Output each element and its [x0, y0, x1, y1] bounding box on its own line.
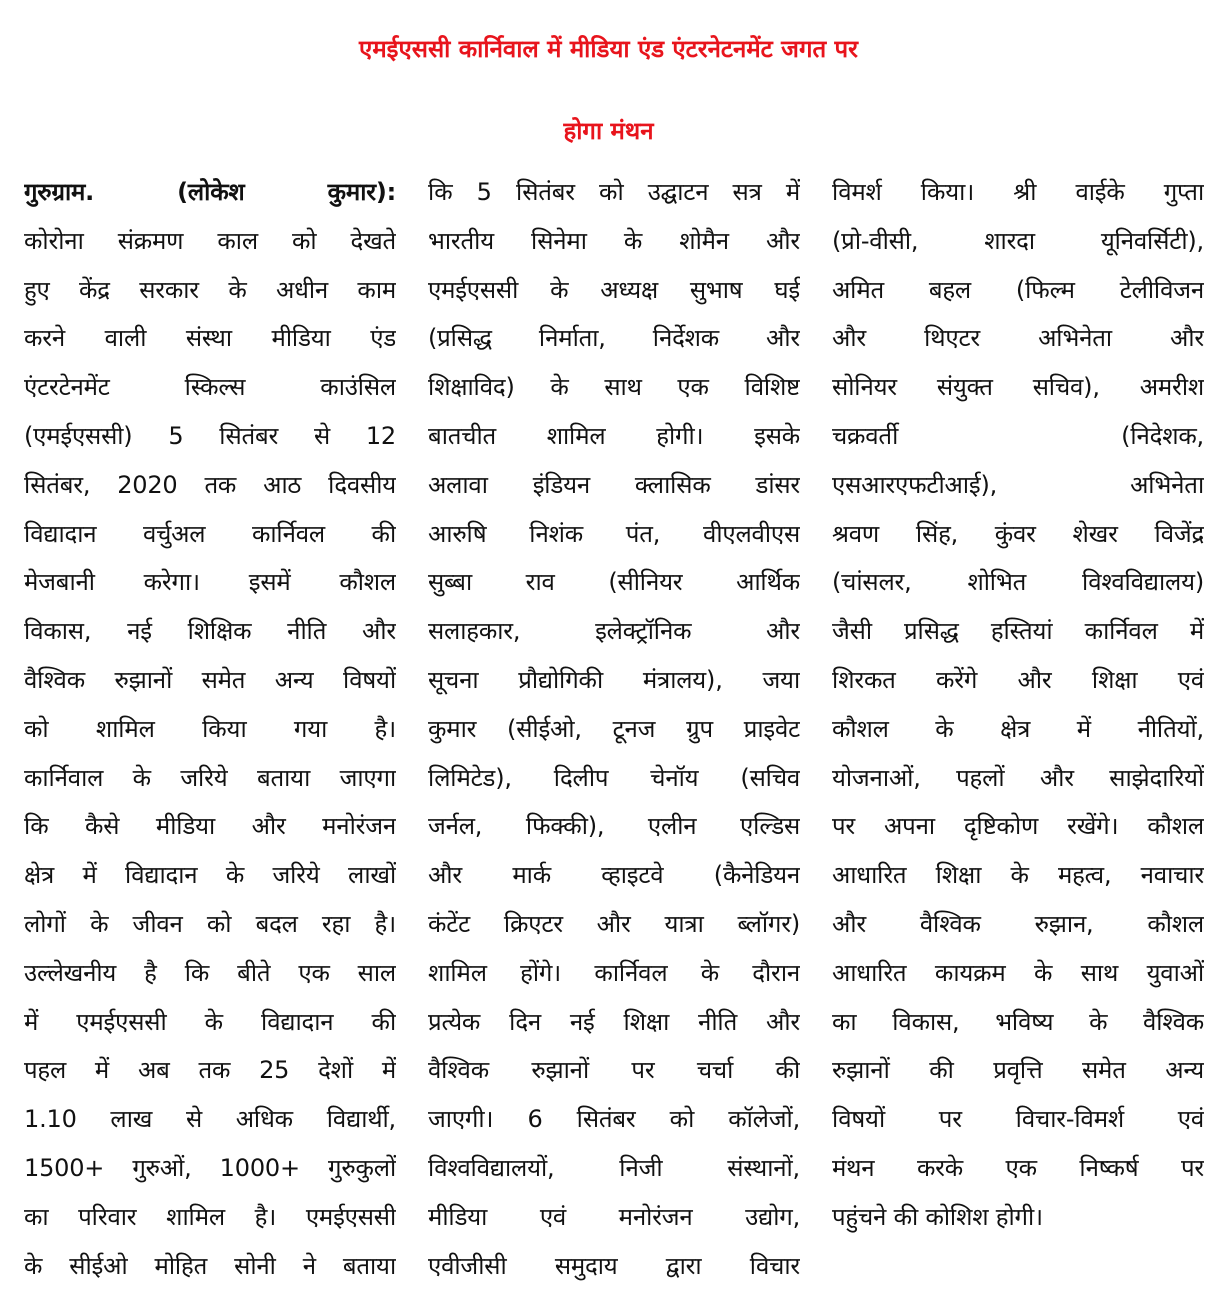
text-line: के सीईओ मोहित सोनी ने बताया [24, 1251, 396, 1280]
text-line: जैसी प्रसिद्ध हस्तियां कार्निवल में [832, 617, 1204, 646]
text-line: विमर्श किया। श्री वाईके गुप्ता [832, 178, 1204, 206]
text-line: हुए केंद्र सरकार के अधीन काम [24, 275, 396, 304]
text-line: सुब्बा राव (सीनियर आर्थिक [428, 568, 800, 597]
text-line: 1.10 लाख से अधिक विद्यार्थी, [24, 1105, 396, 1134]
text-line: कुमार (सीईओ, टूनज ग्रुप प्राइवेट [428, 714, 800, 743]
text-line: करने वाली संस्था मीडिया एंड [24, 324, 396, 353]
text-line: मंथन करके एक निष्कर्ष पर [832, 1153, 1204, 1182]
text-line: अमित बहल (फिल्म टेलीविजन [832, 275, 1204, 304]
text-line: मीडिया एवं मनोरंजन उद्योग, [428, 1202, 800, 1231]
text-line: विकास, नई शिक्षिक नीति और [24, 617, 396, 646]
text-line: एसआरएफटीआई), अभिनेता [832, 470, 1204, 499]
headline-line-1: एमईएससी कार्निवाल में मीडिया एंड एंटरनेटनमेंट जगत पर [359, 35, 858, 63]
article-body [0, 168, 1217, 1280]
text-line: और वैश्विक रुझान, कौशल [832, 909, 1204, 938]
headline [0, 8, 1217, 172]
text-line: शिरकत करेंगे और शिक्षा एवं [832, 665, 1204, 694]
text-line: रुझानों की प्रवृत्ति समेत अन्य [832, 1056, 1204, 1085]
text-line: लोगों के जीवन को बदल रहा है। [24, 909, 396, 938]
text-line: सूचना प्रौद्योगिकी मंत्रालय), जया [428, 665, 800, 694]
text-line: (चांसलर, शोभित विश्वविद्यालय) [832, 568, 1204, 597]
text-line: एवीजीसी समुदाय द्वारा विचार [428, 1251, 800, 1280]
text-line: क्षेत्र में विद्यादान के जरिये लाखों [24, 861, 396, 890]
text-line: (एमईएससी) 5 सितंबर से 12 [24, 421, 396, 450]
text-line: पहुंचने की कोशिश होगी। [832, 1202, 1043, 1231]
text-line: का परिवार शामिल है। एमईएससी [24, 1202, 396, 1231]
text-line: एमईएससी के अध्यक्ष सुभाष घई [428, 275, 800, 304]
text-line: सोनियर संयुक्त सचिव), अमरीश [832, 373, 1204, 402]
text-line: बातचीत शामिल होगी। इसके [428, 421, 800, 450]
text-line: कौशल के क्षेत्र में नीतियों, [832, 714, 1204, 743]
text-line: और मार्क व्हाइटवे (कैनेडियन [428, 861, 800, 890]
text-line: आधारित शिक्षा के महत्व, नवाचार [832, 861, 1204, 890]
headline-line-2: होगा मंथन [563, 117, 654, 145]
text-line: भारतीय सिनेमा के शोमैन और [428, 226, 800, 255]
text-line: योजनाओं, पहलों और साझेदारियों [832, 763, 1204, 792]
text-line: पर अपना दृष्टिकोण रखेंगे। कौशल [832, 812, 1204, 841]
text-line: आरुषि निशंक पंत, वीएलवीएस [428, 519, 800, 548]
text-line: में एमईएससी के विद्यादान की [24, 1007, 396, 1036]
text-line: एंटरटेनमेंट स्किल्स काउंसिल [24, 373, 396, 402]
text-line: सलाहकार, इलेक्ट्रॉनिक और [428, 617, 800, 646]
text-line: कंटेंट क्रिएटर और यात्रा ब्लॉगर) [428, 909, 800, 938]
text-line: (प्रसिद्ध निर्माता, निर्देशक और [428, 324, 800, 353]
text-line: और थिएटर अभिनेता और [832, 324, 1204, 353]
text-line: शामिल होंगे। कार्निवल के दौरान [428, 958, 800, 987]
text-line: जर्नल, फिक्की), एलीन एल्डिस [428, 812, 800, 841]
text-line: प्रत्येक दिन नई शिक्षा नीति और [428, 1007, 800, 1036]
article-column-2 [428, 168, 800, 1290]
text-line: उल्लेखनीय है कि बीते एक साल [24, 958, 396, 987]
text-line: वैश्विक रुझानों पर चर्चा की [428, 1056, 800, 1085]
article-column-1 [24, 168, 396, 1290]
text-line: कि कैसे मीडिया और मनोरंजन [24, 812, 396, 841]
text-line: 1500+ गुरुओं, 1000+ गुरुकुलों [24, 1153, 396, 1182]
text-line: कोरोना संक्रमण काल को देखते [24, 226, 396, 255]
text-line: का विकास, भविष्य के वैश्विक [832, 1007, 1204, 1036]
text-line: को शामिल किया गया है। [24, 714, 396, 743]
text-line: जाएगी। 6 सितंबर को कॉलेजों, [428, 1105, 800, 1134]
text-line: कि 5 सितंबर को उद्घाटन सत्र में [428, 178, 800, 206]
dateline: गुरुग्राम. (लोकेश कुमार): [24, 178, 396, 206]
text-line: चक्रवर्ती (निदेशक, [832, 421, 1204, 450]
text-line: विषयों पर विचार-विमर्श एवं [832, 1105, 1204, 1134]
text-line: अलावा इंडियन क्लासिक डांसर [428, 470, 800, 499]
text-line: सितंबर, 2020 तक आठ दिवसीय [24, 470, 396, 499]
text-line: पहल में अब तक 25 देशों में [24, 1056, 396, 1085]
text-line: श्रवण सिंह, कुंवर शेखर विजेंद्र [832, 519, 1204, 548]
text-line: विश्वविद्यालयों, निजी संस्थानों, [428, 1153, 800, 1182]
text-line: (प्रो-वीसी, शारदा यूनिवर्सिटी), [832, 226, 1204, 255]
text-line: आधारित कायक्रम के साथ युवाओं [832, 958, 1204, 987]
text-line: लिमिटेड), दिलीप चेनॉय (सचिव [428, 763, 800, 792]
text-line: मेजबानी करेगा। इसमें कौशल [24, 568, 396, 597]
text-line: कार्निवाल के जरिये बताया जाएगा [24, 763, 396, 792]
text-line: शिक्षाविद) के साथ एक विशिष्ट [428, 373, 800, 402]
text-line: वैश्विक रुझानों समेत अन्य विषयों [24, 665, 396, 694]
text-line: विद्यादान वर्चुअल कार्निवल की [24, 519, 396, 548]
article-column-3 [832, 168, 1204, 1242]
